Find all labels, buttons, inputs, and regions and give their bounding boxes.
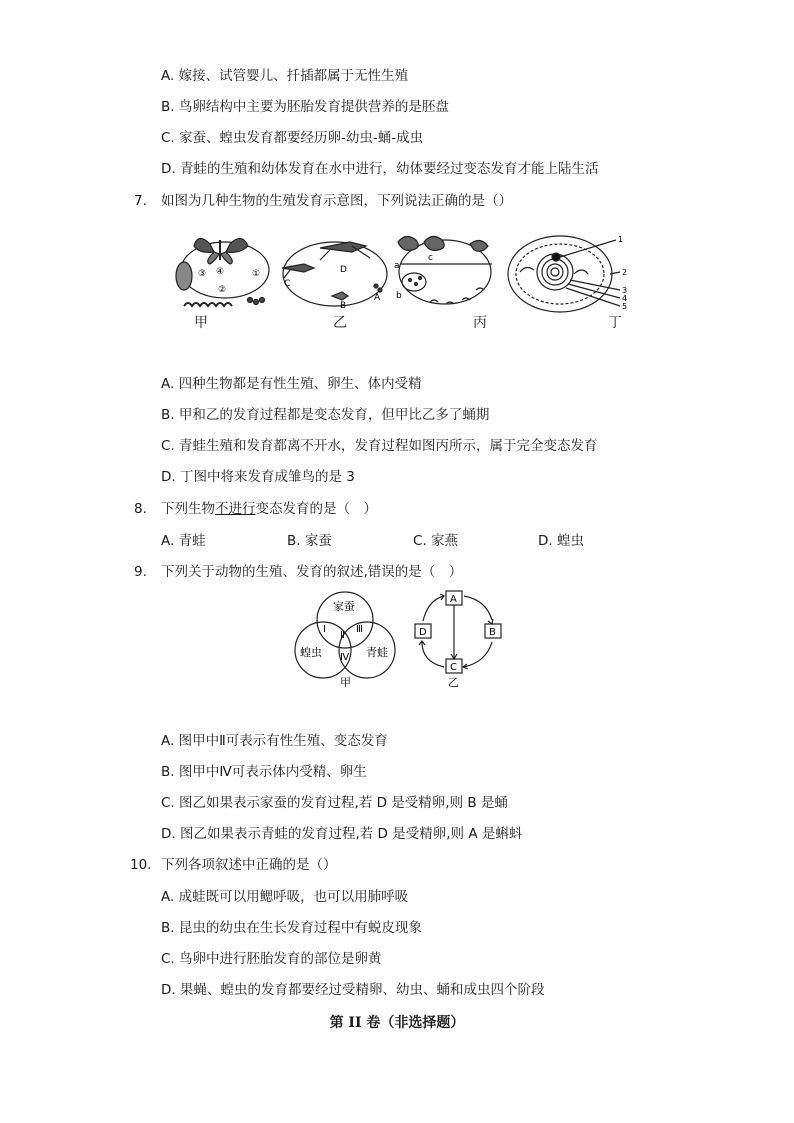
q9-figure: [290, 588, 510, 692]
fig-yi-letter-b: B: [340, 301, 347, 311]
q6-option-d: D. 青蛙的生殖和幼体发育在水中进行，幼体要经过变态发育才能上陆生活: [161, 161, 599, 177]
q8-stem-underlined: 不进行: [215, 501, 256, 517]
q9-figure-drawing: [290, 588, 510, 692]
fig-ding-num-1: 1: [618, 235, 624, 244]
venn-caption: 甲: [340, 676, 351, 689]
venn-region-4: Ⅳ: [340, 652, 350, 663]
q8-option-d: D. 蝗虫: [538, 533, 584, 549]
q8-option-b: B. 家蚕: [287, 533, 332, 549]
fig-yi-cycle: [282, 242, 387, 306]
fig-label-jia: 甲: [194, 315, 208, 331]
q6-option-a: A. 嫁接、试管婴儿、扦插都属于无性生殖: [161, 68, 409, 84]
q10-option-c: C. 鸟卵中进行胚胎发育的部位是卵黄: [161, 951, 382, 967]
fig-jia-num-2: ②: [218, 285, 227, 295]
fig-ding-num-3: 3: [622, 286, 628, 295]
q6-option-b: B. 鸟卵结构中主要为胚胎发育提供营养的是胚盘: [161, 99, 449, 115]
q7-option-c: C. 青蛙生殖和发育都离不开水，发育过程如图丙所示，属于完全变态发育: [161, 438, 598, 454]
q8-stem-after: 变态发育的是（ ）: [255, 501, 377, 517]
fig-bing-letter-b: b: [396, 291, 402, 301]
q8-option-c: C. 家燕: [413, 533, 459, 549]
q7-option-b: B. 甲和乙的发育过程都是变态发育，但甲比乙多了蛹期: [161, 407, 490, 423]
q8-option-a: A. 青蛙: [161, 533, 206, 549]
cycle-node-d: D: [419, 627, 427, 638]
q8-stem-before: 下列生物: [161, 501, 215, 517]
fig-bing-letter-c: c: [428, 253, 433, 263]
q9-option-d: D. 图乙如果表示青蛙的发育过程,若 D 是受精卵,则 A 是蝌蚪: [161, 826, 523, 842]
section-title: 第 II 卷（非选择题）: [329, 1015, 465, 1031]
q7-option-d: D. 丁图中将来发育成雏鸟的是 3: [161, 469, 355, 485]
fig-yi-letter-d: D: [340, 265, 347, 275]
cycle-node-a: A: [450, 594, 457, 605]
fig-ding-num-4: 4: [622, 294, 628, 303]
venn-region-3: Ⅲ: [356, 624, 363, 635]
q9-option-a: A. 图甲中Ⅱ可表示有性生殖、变态发育: [161, 733, 388, 749]
fig-label-bing: 丙: [473, 315, 487, 331]
fig-ding-num-2: 2: [622, 268, 628, 277]
fig-bing-letter-a: a: [394, 261, 400, 271]
q10-number: 10.: [130, 857, 152, 873]
cycle-caption: 乙: [448, 676, 459, 689]
fig-jia-num-3: ③: [198, 269, 207, 279]
q7-stem: 如图为几种生物的生殖发育示意图，下列说法正确的是（）: [161, 193, 512, 209]
fig-jia-num-4: ④: [216, 267, 225, 277]
venn-region-1: Ⅰ: [323, 624, 326, 635]
venn-label-qingwa: 青蛙: [366, 646, 388, 659]
q7-number: 7.: [134, 193, 147, 209]
fig-ding-egg: [508, 236, 620, 312]
q10-option-a: A. 成蛙既可以用鳃呼吸，也可以用肺呼吸: [161, 889, 409, 905]
q7-figure: [170, 228, 630, 332]
q6-option-c: C. 家蚕、蝗虫发育都要经历卵-幼虫-蛹-成虫: [161, 130, 424, 146]
q7-option-a: A. 四种生物都是有性生殖、卵生、体内受精: [161, 376, 422, 392]
fig-yi-letter-a: A: [374, 293, 381, 303]
q8-stem: [161, 500, 377, 518]
fig-label-yi: 乙: [333, 315, 347, 331]
q10-option-b: B. 昆虫的幼虫在生长发育过程中有蜕皮现象: [161, 920, 422, 936]
q7-figure-drawing: [170, 228, 630, 332]
cycle-node-c: C: [450, 662, 457, 673]
q9-stem: 下列关于动物的生殖、发育的叙述,错误的是（ ）: [161, 564, 463, 580]
venn-label-huangchong: 蝗虫: [300, 646, 322, 659]
q9-number: 9.: [134, 564, 147, 580]
fig-jia-num-1: ①: [252, 269, 261, 279]
venn-label-jiacan: 家蚕: [333, 600, 355, 613]
venn-region-2: Ⅱ: [340, 630, 345, 641]
cycle-node-b: B: [489, 627, 496, 638]
q9-option-c: C. 图乙如果表示家蚕的发育过程,若 D 是受精卵,则 B 是蛹: [161, 795, 508, 811]
q8-number: 8.: [134, 501, 147, 517]
q10-option-d: D. 果蝇、蝗虫的发育都要经过受精卵、幼虫、蛹和成虫四个阶段: [161, 982, 545, 998]
fig-label-ding: 丁: [608, 315, 622, 331]
q9-option-b: B. 图甲中Ⅳ可表示体内受精、卵生: [161, 764, 367, 780]
fig-ding-num-5: 5: [622, 302, 628, 311]
q10-stem: 下列各项叙述中正确的是（）: [161, 857, 337, 873]
fig-yi-letter-c: C: [284, 279, 291, 289]
fig-bing-cycle: [398, 236, 492, 304]
